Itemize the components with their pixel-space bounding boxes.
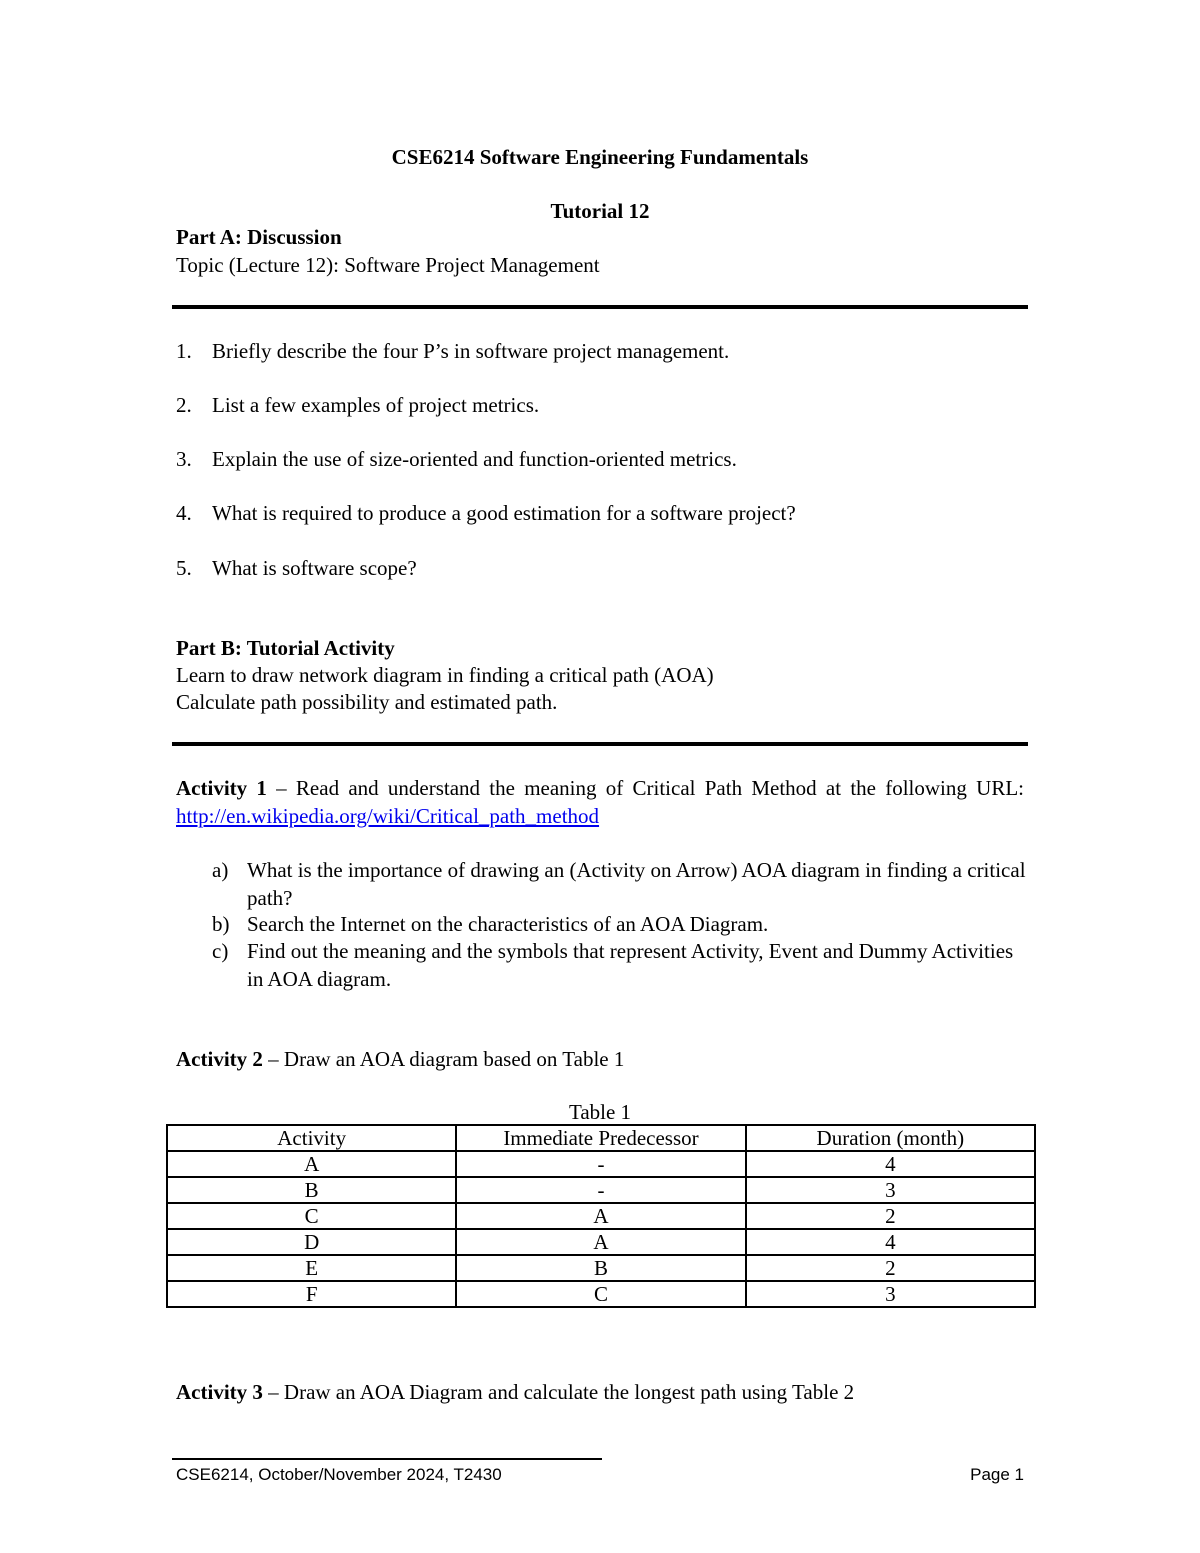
table-cell: C [456, 1281, 745, 1307]
question-text: What is required to produce a good estimation for a software project? [212, 501, 796, 525]
section-divider [172, 305, 1028, 309]
question-text: Briefly describe the four P’s in software project management. [212, 339, 730, 363]
subquestion-label: c) [212, 939, 229, 963]
table-cell: A [456, 1229, 745, 1255]
table-row [167, 1177, 1035, 1203]
table-cell: A [167, 1151, 456, 1177]
course-title: CSE6214 Software Engineering Fundamentals [391, 145, 809, 169]
table-row [167, 1255, 1035, 1281]
question-text: Explain the use of size-oriented and function-oriented metrics. [212, 447, 737, 471]
table-cell: 2 [746, 1203, 1035, 1229]
table-cell: D [167, 1229, 456, 1255]
table-cell: B [167, 1177, 456, 1203]
table-row [167, 1151, 1035, 1177]
tutorial-title: Tutorial 12 [550, 199, 650, 223]
question-number: 2. [176, 393, 192, 417]
subquestion-label: b) [212, 912, 230, 936]
question-item [176, 391, 539, 419]
subquestion-text: Search the Internet on the characteristics of an AOA Diagram. [247, 912, 769, 936]
table-cell: E [167, 1255, 456, 1281]
table-cell: 3 [746, 1281, 1035, 1307]
part-a-topic: Topic (Lecture 12): Software Project Management [176, 253, 600, 277]
subquestion-item [212, 856, 1028, 912]
column-header: Duration (month) [746, 1125, 1035, 1151]
table-cell: 4 [746, 1229, 1035, 1255]
footer-divider [172, 1458, 602, 1460]
subquestion-item [212, 910, 1028, 938]
part-b-line-2: Calculate path possibility and estimated path. [176, 690, 558, 714]
subquestion-text: What is the importance of drawing an (Activity on Arrow) AOA diagram in finding a critical path? [247, 858, 1026, 910]
question-text: List a few examples of project metrics. [212, 393, 540, 417]
table-row [167, 1229, 1035, 1255]
activity-1-intro [176, 774, 1024, 830]
activity-3-label: Activity 3 [176, 1380, 263, 1404]
question-number: 3. [176, 447, 192, 471]
subquestion-item [212, 937, 1028, 993]
question-item [176, 445, 737, 473]
activity-1-label: Activity 1 [176, 776, 267, 800]
question-number: 5. [176, 556, 192, 580]
table-cell: A [456, 1203, 745, 1229]
table-caption: Table 1 [568, 1100, 632, 1124]
question-item [176, 337, 729, 365]
critical-path-url-link[interactable]: http://en.wikipedia.org/wiki/Critical_path_method [176, 804, 600, 828]
part-b-heading: Part B: Tutorial Activity [176, 636, 395, 660]
part-b-line-1: Learn to draw network diagram in finding a critical path (AOA) [176, 663, 714, 687]
question-number: 4. [176, 501, 192, 525]
table-cell: - [456, 1151, 745, 1177]
activity-3-text: – Draw an AOA Diagram and calculate the longest path using Table 2 [262, 1380, 855, 1404]
table-cell: 3 [746, 1177, 1035, 1203]
column-header: Activity [167, 1125, 456, 1151]
subquestion-text: Find out the meaning and the symbols that represent Activity, Event and Dummy Activities in AOA diagram. [247, 939, 1014, 991]
page-number: Page 1 [970, 1465, 1024, 1484]
table-cell: 2 [746, 1255, 1035, 1281]
activity-3-intro [176, 1378, 854, 1406]
table-cell: B [456, 1255, 745, 1281]
activity-2-intro [176, 1045, 624, 1073]
table-row [167, 1203, 1035, 1229]
activity-1-text: – Read and understand the meaning of Critical Path Method at the following URL: [266, 776, 1024, 800]
table-cell: F [167, 1281, 456, 1307]
table-cell: 4 [746, 1151, 1035, 1177]
activity-table [166, 1124, 1036, 1308]
column-header: Immediate Predecessor [456, 1125, 745, 1151]
table-header-row [167, 1125, 1035, 1151]
question-item [176, 499, 796, 527]
table-cell: - [456, 1177, 745, 1203]
activity-2-text: – Draw an AOA diagram based on Table 1 [262, 1047, 625, 1071]
part-a-heading: Part A: Discussion [176, 225, 342, 249]
footer-left-text: CSE6214, October/November 2024, T2430 [176, 1465, 502, 1484]
question-number: 1. [176, 339, 192, 363]
table-cell: C [167, 1203, 456, 1229]
activity-2-label: Activity 2 [176, 1047, 263, 1071]
section-divider [172, 742, 1028, 746]
question-item [176, 554, 417, 582]
question-text: What is software scope? [212, 556, 417, 580]
table-row [167, 1281, 1035, 1307]
subquestion-label: a) [212, 858, 229, 882]
